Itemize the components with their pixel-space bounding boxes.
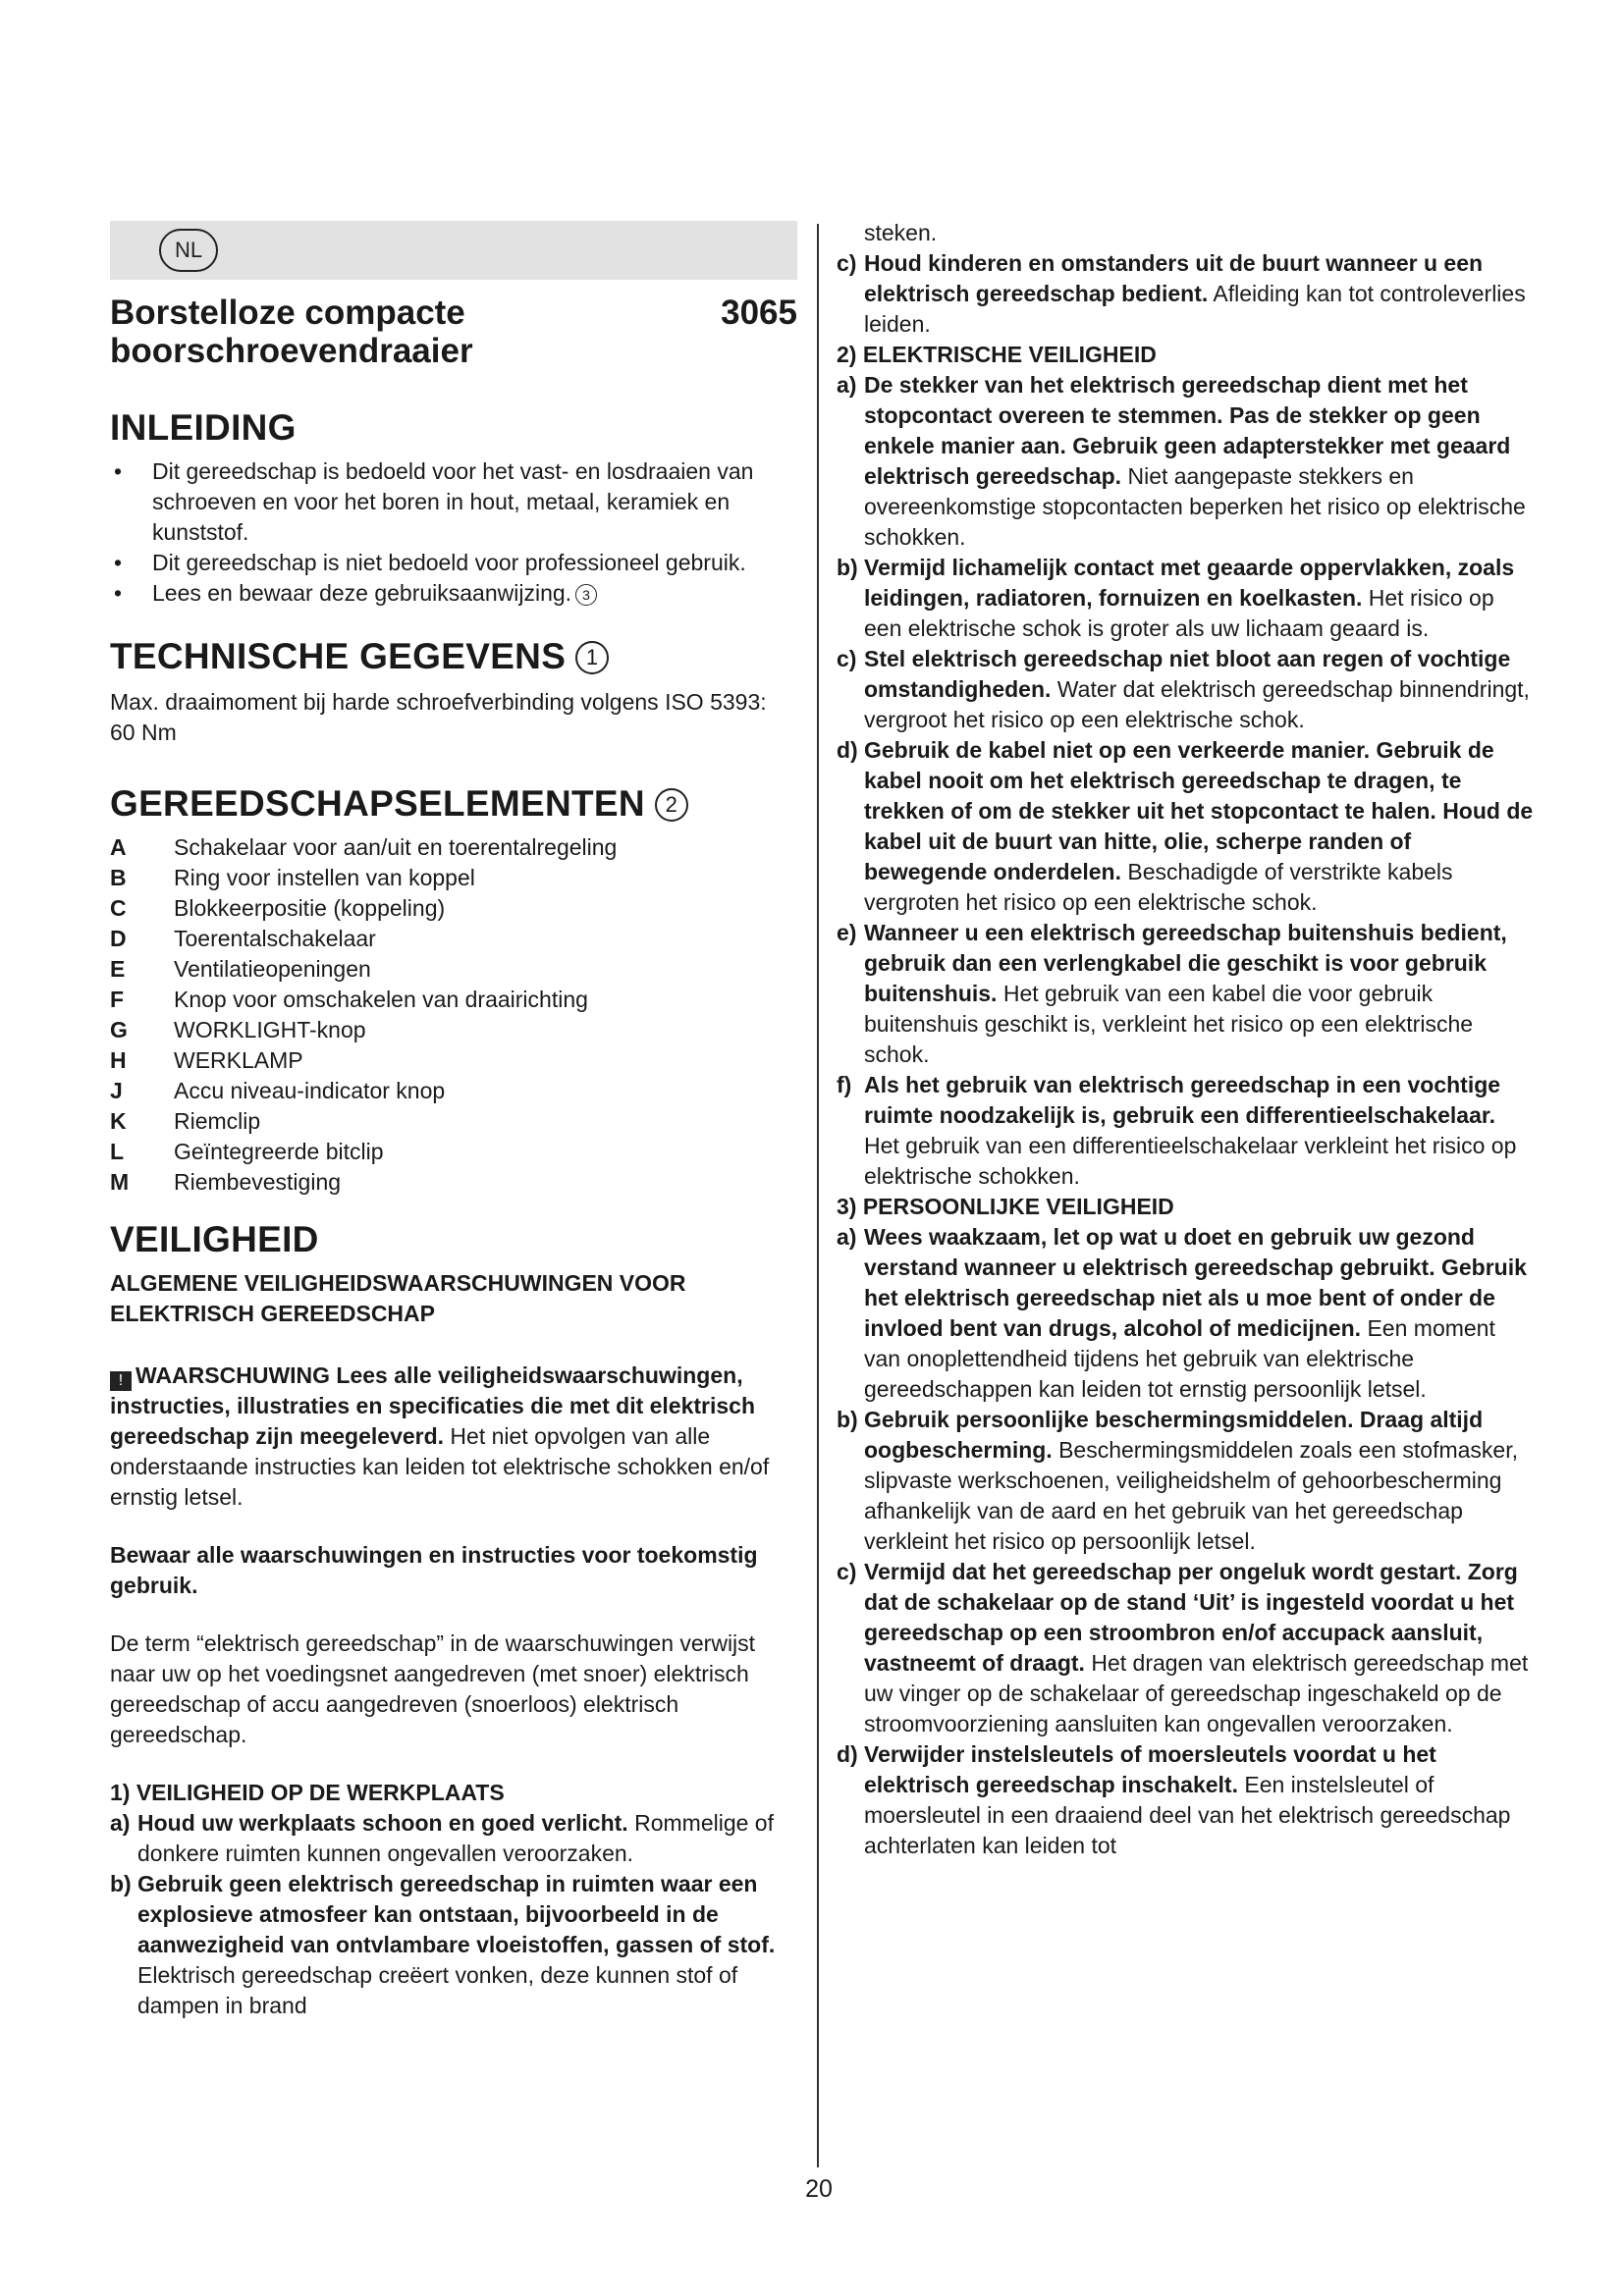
page-title: Borstelloze compacte boorschroevendraaier [110, 294, 473, 370]
section-1-item-c [837, 248, 1534, 340]
item-label: e) [837, 920, 857, 945]
item-body [864, 248, 1534, 340]
section-3-title: 3) PERSOONLIJKE VEILIGHEID [837, 1194, 1174, 1219]
intro-bullet-2: • Dit gereedschap is niet bedoeld voor professioneel gebruik. [110, 548, 797, 578]
section-1-item-b [110, 1869, 797, 2021]
item-text: Een moment van onoplettendheid tijdens het gebruik van elektrische gereedschappen kan leiden tot ernstig persoonlijk letsel. [864, 1315, 1495, 1402]
item-body [864, 1739, 1534, 1861]
item-body [864, 370, 1534, 553]
keep-instructions: Bewaar alle waarschuwingen en instructies voor toekomstig gebruik. [110, 1542, 758, 1598]
element-key: E [110, 956, 126, 982]
item-bold: Houd kinderen en omstanders uit de buurt wanneer u een elektrisch gereedschap bedient. [864, 250, 1484, 306]
tech-heading-text: TECHNISCHE GEGEVENS [110, 636, 567, 676]
element-row [110, 893, 797, 924]
item-label: c) [837, 646, 857, 671]
item-bold: Als het gebruik van elektrisch gereedschap in een vochtige ruimte noodzakelijk is, gebruik een differentieelschakelaar. [864, 1072, 1501, 1128]
elements-list [110, 832, 797, 1198]
item-label: f) [837, 1072, 852, 1097]
item-text: Beschermingsmiddelen zoals een stofmasker, slipvaste werkschoenen, veiligheidshelm of gehoorbescherming afhankelijk van de aard en het gebruik van het gereedschap verkleint het risico op persoonlijk letsel. [864, 1437, 1518, 1554]
element-label: Accu niveau-indicator knop [174, 1078, 446, 1103]
item-label: a) [837, 372, 857, 398]
item-label: b) [837, 1407, 858, 1432]
element-label: Ring voor instellen van koppel [174, 865, 475, 890]
item-body [137, 1869, 797, 2021]
safety-subheading: ALGEMENE VEILIGHEIDSWAARSCHUWINGEN VOOR ELEKTRISCH GEREEDSCHAP [110, 1270, 686, 1326]
section-2-item-f [837, 1070, 1534, 1192]
item-label: b) [837, 555, 858, 580]
element-key: G [110, 1017, 128, 1042]
item-label: c) [837, 250, 857, 276]
element-key: M [110, 1169, 130, 1195]
element-row [110, 1137, 797, 1167]
section-1-item-a [110, 1808, 797, 1869]
element-row [110, 954, 797, 985]
item-text: Beschadigde of verstrikte kabels vergroten het risico op een elektrische schok. [864, 859, 1453, 915]
element-key: A [110, 834, 127, 860]
item-text: Rommelige of donkere ruimten kunnen ongevallen veroorzaken. [137, 1810, 774, 1866]
title-row [110, 294, 797, 370]
section-1-item-b-continued [837, 218, 1534, 248]
element-key: B [110, 865, 127, 890]
element-row [110, 1106, 797, 1137]
section-3-item-b [837, 1405, 1534, 1557]
element-key: D [110, 926, 127, 951]
item-bold: Houd uw werkplaats schoon en goed verlicht. [137, 1810, 628, 1836]
item-bold: Gebruik persoonlijke beschermingsmiddelen. Draag altijd oogbescherming. [864, 1407, 1484, 1463]
tech-text: Max. draaimoment bij harde schroefverbinding volgens ISO 5393: 60 Nm [110, 689, 767, 745]
element-key: C [110, 895, 127, 921]
section-2-item-e [837, 918, 1534, 1070]
item-body [137, 1808, 797, 1869]
item-body [864, 1405, 1534, 1557]
element-row [110, 1045, 797, 1076]
right-column [837, 218, 1534, 1861]
element-label: Schakelaar voor aan/uit en toerentalregeling [174, 834, 618, 860]
elements-heading-text: GEREEDSCHAPSELEMENTEN [110, 783, 645, 824]
item-body [864, 644, 1534, 735]
element-key: K [110, 1108, 127, 1134]
model-number: 3065 [721, 294, 797, 332]
element-label: Geïntegreerde bitclip [174, 1139, 384, 1164]
section-2-item-a [837, 370, 1534, 553]
item-text: Elektrisch gereedschap creëert vonken, deze kunnen stof of dampen in brand [137, 1962, 738, 2018]
section-2-item-c [837, 644, 1534, 735]
item-label: a) [837, 1224, 857, 1250]
item-bold: De stekker van het elektrisch gereedschap dient met het stopcontact overeen te stemmen. Pas de stekker op geen enkele manier aan. Gebruik geen adapterstekker met geaard elektrisch gereedschap. [864, 372, 1511, 489]
section-3-item-a [837, 1222, 1534, 1405]
item-text: Het gebruik van een kabel die voor gebruik buitenshuis geschikt is, verkleint het risico op een elektrische schok. [864, 981, 1474, 1067]
element-key: H [110, 1047, 127, 1073]
safety-heading: VEILIGHEID [110, 1219, 319, 1259]
tech-heading [110, 636, 797, 677]
figure-ref-1: 1 [575, 641, 609, 674]
element-label: Blokkeerpositie (koppeling) [174, 895, 446, 921]
element-label: Knop voor omschakelen van draairichting [174, 987, 588, 1012]
warning-paragraph [110, 1361, 797, 1513]
item-body [864, 1070, 1534, 1192]
section-2-title: 2) ELEKTRISCHE VEILIGHEID [837, 342, 1157, 367]
intro-heading: INLEIDING [110, 407, 297, 448]
element-key: L [110, 1139, 125, 1164]
section-1-title: 1) VEILIGHEID OP DE WERKPLAATS [110, 1780, 505, 1805]
element-row [110, 1076, 797, 1106]
item-bold: Wanneer u een elektrisch gereedschap buitenshuis bedient, gebruik dan een verlengkabel die geschikt is voor gebruik buitenshuis. [864, 920, 1507, 1006]
section-3-item-d [837, 1739, 1534, 1861]
item-bold: Vermijd lichamelijk contact met geaarde oppervlakken, zoals leidingen, radiatoren, fornuizen en koelkasten. [864, 555, 1515, 611]
item-label: a) [110, 1810, 131, 1836]
item-bold: Stel elektrisch gereedschap niet bloot aan regen of vochtige omstandigheden. [864, 646, 1511, 702]
intro-bullet-3 [110, 578, 797, 609]
element-row [110, 1015, 797, 1045]
item-text: Water dat elektrisch gereedschap binnendringt, vergroot het risico op een elektrische schok. [864, 676, 1530, 732]
warning-text: Het niet opvolgen van alle onderstaande instructies kan leiden tot elektrische schokken en/of ernstig letsel. [110, 1423, 770, 1510]
element-row [110, 985, 797, 1015]
item-body [864, 735, 1534, 918]
element-label: Riembevestiging [174, 1169, 342, 1195]
item-body [864, 1557, 1534, 1739]
item-text: Afleiding kan tot controleverlies leiden. [864, 281, 1526, 337]
item-bold: Wees waakzaam, let op wat u doet en gebruik uw gezond verstand wanneer u elektrisch gereedschap gebruikt. Gebruik het elektrisch gereedschap niet als u moe bent of onder de invloed bent van drugs, alcohol of medicijnen. [864, 1224, 1527, 1341]
item-body [864, 1222, 1534, 1405]
element-label: Ventilatieopeningen [174, 956, 371, 982]
section-2-item-b [837, 553, 1534, 644]
warning-bold: WAARSCHUWING Lees alle veiligheidswaarschuwingen, instructies, illustraties en specificaties die met dit elektrisch gereedschap zijn meegeleverd. [110, 1362, 756, 1449]
item-text: steken. [864, 220, 938, 245]
language-badge: NL [159, 229, 218, 272]
intro-list [110, 456, 797, 609]
item-bold: Vermijd dat het gereedschap per ongeluk wordt gestart. Zorg dat de schakelaar op de stand ‘Uit’ is ingesteld voordat u het gereedschap op een stroombron en/of accupack aansluit, vastneemt of draagt. [864, 1559, 1518, 1676]
item-text: Het dragen van elektrisch gereedschap met uw vinger op de schakelaar of gereedschap ingeschakeld op de stroomvoorziening aansluiten kan ongevallen veroorzaken. [864, 1650, 1529, 1736]
term-definition: De term “elektrisch gereedschap” in de waarschuwingen verwijst naar uw op het voedingsnet aangedreven (met snoer) elektrisch gereedschap of accu aangedreven (snoerloos) elektrisch gereedschap. [110, 1630, 756, 1747]
element-label: WORKLIGHT-knop [174, 1017, 366, 1042]
item-label: b) [110, 1871, 132, 1896]
element-row [110, 1167, 797, 1198]
item-body [864, 918, 1534, 1070]
element-label: Toerentalschakelaar [174, 926, 376, 951]
item-label: d) [837, 1741, 858, 1767]
language-bar [110, 221, 797, 280]
figure-ref-3: 3 [575, 584, 597, 606]
section-2-item-d [837, 735, 1534, 918]
figure-ref-2: 2 [655, 788, 688, 822]
item-label: c) [837, 1559, 857, 1584]
item-text: Het gebruik van een differentieelschakelaar verkleint het risico op elektrische schokken. [864, 1133, 1517, 1189]
page-number: 20 [805, 2175, 833, 2203]
item-label: d) [837, 737, 858, 763]
element-key: J [110, 1078, 123, 1103]
element-row [110, 924, 797, 954]
intro-bullet-1: • Dit gereedschap is bedoeld voor het vast- en losdraaien van schroeven en voor het boren in hout, metaal, keramiek en kunststof. [110, 456, 797, 548]
warning-icon: ! [110, 1371, 132, 1391]
item-bold: Gebruik geen elektrisch gereedschap in ruimten waar een explosieve atmosfeer kan ontstaan, bijvoorbeeld in de aanwezigheid van ontvlambare vloeistoffen, gassen of stof. [137, 1871, 776, 1957]
item-text: Een instelsleutel of moersleutel in een draaiend deel van het elektrisch gereedschap achterlaten kan leiden tot [864, 1772, 1511, 1858]
intro-bullet-3-text: Lees en bewaar deze gebruiksaanwijzing. [152, 580, 572, 606]
item-bold: Gebruik de kabel niet op een verkeerde manier. Gebruik de kabel nooit om het elektrisch gereedschap te dragen, te trekken of om de stekker uit het stopcontact te halen. Houd de kabel uit de buurt van hitte, olie, scherpe randen of bewegende onderdelen. [864, 737, 1534, 884]
element-row [110, 832, 797, 863]
column-divider [817, 224, 819, 2167]
left-column [110, 221, 797, 2021]
item-bold: Verwijder instelsleutels of moersleutels voordat u het elektrisch gereedschap inschakelt. [864, 1741, 1436, 1797]
item-text: Het risico op een elektrische schok is groter als uw lichaam geaard is. [864, 585, 1494, 641]
element-key: F [110, 987, 125, 1012]
item-body [864, 553, 1534, 644]
element-row [110, 863, 797, 893]
item-text: Niet aangepaste stekkers en overeenkomstige stopcontacten beperken het risico op elektrische schokken. [864, 463, 1526, 550]
element-label: WERKLAMP [174, 1047, 303, 1073]
section-3-item-c [837, 1557, 1534, 1739]
element-label: Riemclip [174, 1108, 261, 1134]
elements-heading [110, 783, 797, 825]
